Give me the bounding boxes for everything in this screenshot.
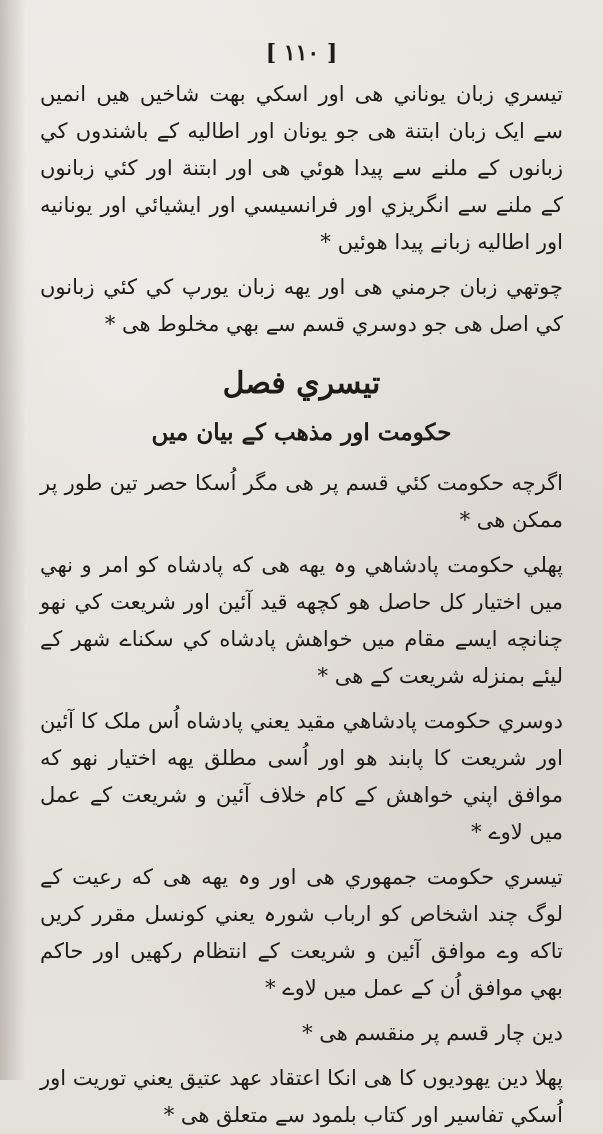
- lower-text: [40, 465, 563, 1134]
- paragraph-third-government: تیسري حکومت جمهوري هی اور وہ یهه هی که رعیت کے لوگ چند اشخاص کو ارباب شورہ یعني کونسل مقرر کریں تاکه وے موافق آئین و شریعت کے انتظام رکهیں اور حاکم بهي موافق اُن کے عمل میں لاوے *: [40, 865, 563, 1000]
- section-title: تیسري فصل: [222, 366, 381, 401]
- upper-text: [40, 76, 563, 343]
- paragraph-fourth-language: چوتھي زبان جرمني هی اور یهه زبان یورپ کي کئي زبانوں کي اصل هی جو دوسري قسم سے بهي مخلوط هی *: [40, 275, 563, 336]
- paragraph-second-government: دوسري حکومت پادشاهي مقید یعني پادشاه اُس ملک کا آئین اور شریعت کا پابند هو اور اُسی مطلق یهه اختیار نهو که موافق اپني خواهش کے کام خلاف آئین و شریعت کے عمل میں لاوے *: [40, 709, 563, 844]
- paragraph-third-language: تیسري زبان يوناني هی اور اسکي بهت شاخیں هیں انمیں سے ایک زبان ابتنة هی جو یونان اور اطالیه کے باشندوں کي زبانوں کے ملنے سے پیدا هوئي هی اور ابتنة اور کئي زبانوں کے ملنے سے انگریزي اور فرانسیسي اور ایشیائي اور یونانیه اور اطالیه زبانے پیدا هوئیں *: [40, 82, 563, 254]
- section-subtitle: حکومت اور مذهب کے بیان میں: [151, 419, 452, 446]
- paragraph-religions: دین چار قسم پر منقسم هی *: [302, 1021, 563, 1045]
- paragraph-first-religion: پهلا دین یهودیوں کا هی انکا اعتقاد عهد عتیق یعني توریت اور اُسکي تفاسیر اور کتاب بلمود سے متعلق هی *: [40, 1066, 563, 1127]
- paragraph-intro: اگرچه حکومت کئي قسم پر هی مگر اُسکا حصر تین طور پر ممکن هی *: [40, 471, 563, 532]
- page-number: [ ۱۱۰ ]: [265, 40, 338, 66]
- paragraph-first-government: پهلي حکومت پادشاهي وہ یهه هی که پادشاه کو امر و نهي میں اختیار کل حاصل هو کچهه قید آئین اور شریعت کي نهو چنانچه ایسے مقام میں خواهش پادشاه کي سکناے شهر کے لیئے بمنزله شریعت کے هی *: [40, 553, 563, 688]
